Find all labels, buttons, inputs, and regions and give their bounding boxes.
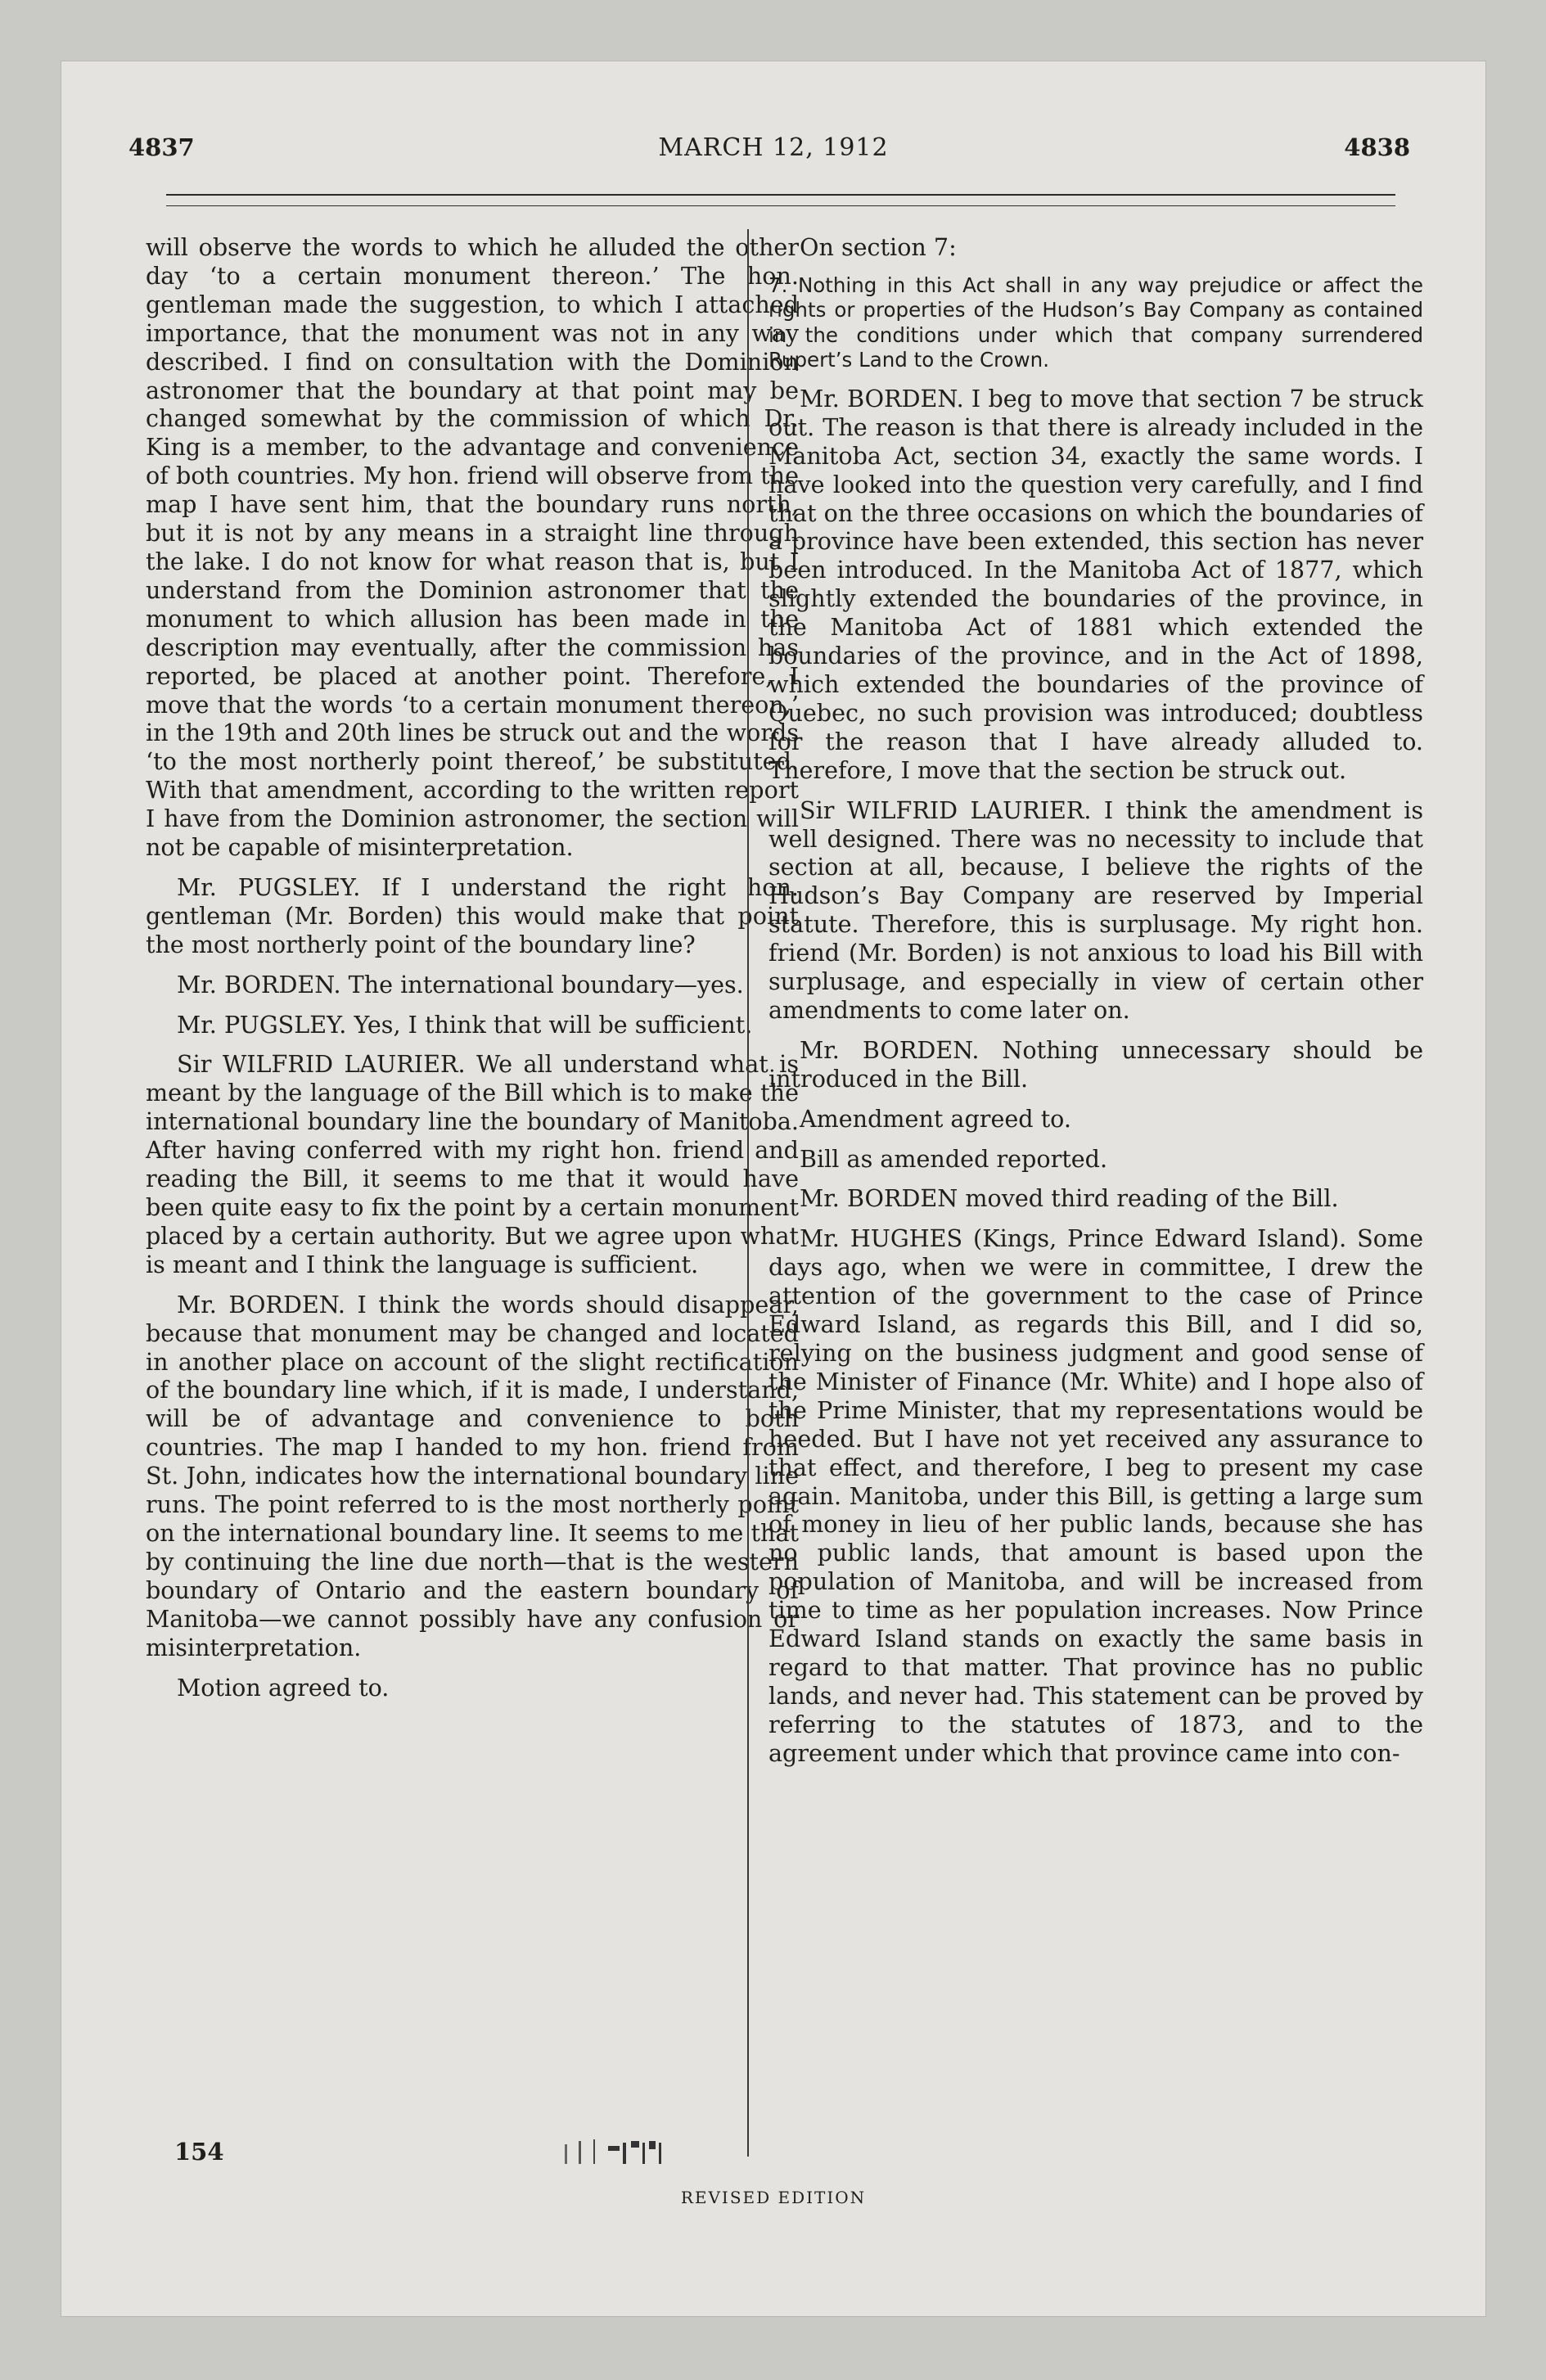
header-rule bbox=[166, 194, 1395, 196]
paragraph: Mr. BORDEN. Nothing unnecessary should be introduced in the Bill. bbox=[768, 1035, 1423, 1093]
paragraph: Motion agreed to. bbox=[177, 1673, 390, 1702]
footer-page-number: 154 bbox=[174, 2138, 224, 2166]
paragraph: Bill as amended reported. bbox=[800, 1144, 1108, 1173]
paragraph: Sir WILFRID LAURIER. We all understand what is meant by the language of the Bill which is to make the international boundary line the boundary of Manitoba. After having conferred with my right hon. friend and reading the Bill, it seems to me that it would have been quite easy to fix the point by a certain monument placed by a certain authority. But we agree upon what is meant and I think the language is sufficient. bbox=[146, 1050, 799, 1278]
header-rule-thin bbox=[166, 205, 1395, 206]
left-column bbox=[146, 233, 799, 1713]
page-date: MARCH 12, 1912 bbox=[658, 133, 889, 162]
left-page-number: 4837 bbox=[128, 133, 195, 161]
paragraph: Mr. PUGSLEY. If I understand the right hon. gentleman (Mr. Borden) this would make that point the most northerly point of the boundary line? bbox=[146, 872, 799, 958]
paragraph: Mr. PUGSLEY. Yes, I think that will be sufficient. bbox=[177, 1010, 753, 1039]
section-heading: On section 7: bbox=[800, 233, 957, 261]
right-page-number: 4838 bbox=[1344, 133, 1410, 161]
printer-marks bbox=[561, 2138, 716, 2166]
hansard-page bbox=[61, 61, 1485, 2316]
paragraph: Mr. BORDEN. The international boundary—yes. bbox=[177, 970, 744, 998]
paragraph: Sir WILFRID LAURIER. I think the amendment is well designed. There was no necessity to include that section at all, because, I believe the rights of the Hudson’s Bay Company are reserved by Imperial statute. Therefore, this is surplusage. My right hon. friend (Mr. Borden) is not anxious to load his Bill with surplusage, and especially in view of certain other amendments to come later on. bbox=[768, 796, 1423, 1024]
paragraph: Mr. BORDEN moved third reading of the Bill. bbox=[800, 1184, 1339, 1213]
column-divider bbox=[747, 229, 749, 2157]
edition-label: REVISED EDITION bbox=[680, 2188, 867, 2207]
statute-text: 7. Nothing in this Act shall in any way prejudice or affect the rights or properties of the Hudson’s Bay Company as contained in the conditions under which that company surrendered Rupert’s Land to the Crown. bbox=[768, 273, 1423, 372]
paragraph: Amendment agreed to. bbox=[800, 1104, 1071, 1133]
paragraph: Mr. BORDEN. I beg to move that section 7 be struck out. The reason is that there is already included in the Manitoba Act, section 34, exactly the same words. I have looked into the question very carefully, and I find that on the three occasions on which the boundaries of a province have been extended, this section has never been introduced. In the Manitoba Act of 1877, which slightly extended the boundaries of the province, in the Manitoba Act of 1881 which extended the boundaries of the province, and in the Act of 1898, which extended the boundaries of the province of Quebec, no such provision was introduced; doubtless for the reason that I have already alluded to. Therefore, I move that the section be struck out. bbox=[768, 384, 1423, 784]
paragraph: will observe the words to which he alluded the other day ‘to a certain monument thereon.’ The hon. gentleman made the suggestion, to which I attached importance, that the monument was not in any way described. I find on consultation with the Dominion astronomer that the boundary at that point may be changed somewhat by the commission of which Dr. King is a member, to the advantage and convenience of both countries. My hon. friend will observe from the map I have sent him, that the boundary runs north, but it is not by any means in a straight line through the lake. I do not know for what reason that is, but I understand from the Dominion astronomer that the monument to which allusion has been made in the description may eventually, after the commission has reported, be placed at another point. Therefore, I move that the words ‘to a certain monument thereon,’ in the 19th and 20th lines be struck out and the words ‘to the most northerly point thereof,’ be substituted. With that amendment, according to the written report I have from the Dominion astronomer, the section will not be capable of misinterpretation. bbox=[146, 233, 799, 862]
paragraph: Mr. BORDEN. I think the words should disappear, because that monument may be changed and located in another place on account of the slight rectification of the boundary line which, if it is made, I understand, will be of advantage and convenience to both countries. The map I handed to my hon. friend from St. John, indicates how the international boundary line runs. The point referred to is the most northerly point on the international boundary line. It seems to me that by continuing the line due north—that is the western boundary of Ontario and the eastern boundary of Manitoba—we cannot possibly have any confusion or misinterpretation. bbox=[146, 1290, 799, 1661]
right-column bbox=[768, 233, 1423, 1779]
paragraph: Mr. HUGHES (Kings, Prince Edward Island). Some days ago, when we were in committee, I drew the attention of the government to the case of Prince Edward Island, as regards this Bill, and I did so, relying on the business judgment and good sense of the Minister of Finance (Mr. White) and I hope also of the Prime Minister, that my representations would be heeded. But I have not yet received any assurance to that effect, and therefore, I beg to present my case again. Manitoba, under this Bill, is getting a large sum of money in lieu of her public lands, because she has no public lands, that amount is based upon the population of Manitoba, and will be increased from time to time as her population increases. Now Prince Edward Island stands on exactly the same basis in regard to that matter. That province has no public lands, and never had. This statement can be proved by referring to the statutes of 1873, and to the agreement under which that province came into con- bbox=[768, 1224, 1423, 1767]
